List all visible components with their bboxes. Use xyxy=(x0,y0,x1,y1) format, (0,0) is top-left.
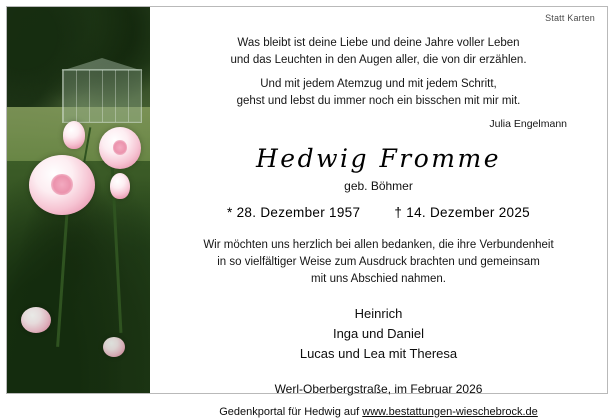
poem-spacer xyxy=(164,69,593,76)
deceased-name: Hedwig Fromme xyxy=(256,144,501,173)
rose-blossom xyxy=(21,307,51,333)
life-dates xyxy=(164,205,593,220)
death-date: † 14. Dezember 2025 xyxy=(394,205,530,220)
place-and-date: Werl-Oberbergstraße, im Februar 2026 xyxy=(274,382,483,396)
memorial-portal-line xyxy=(164,406,593,418)
portal-prefix: Gedenkportal für Hedwig auf xyxy=(219,406,363,418)
family-block xyxy=(164,304,593,364)
poem-block xyxy=(164,35,593,110)
rose-blossom xyxy=(29,155,95,215)
poem-line: Was bleibt ist deine Liebe und deine Jahre voller Leben xyxy=(237,37,520,49)
rose-garden-photo xyxy=(7,7,150,393)
poem-line: gehst und lebst du immer noch ein bisschen mit mir mit. xyxy=(236,95,521,107)
rose-bud xyxy=(63,121,85,149)
birth-date: * 28. Dezember 1957 xyxy=(227,205,361,220)
rose-blossom xyxy=(99,127,141,169)
thanks-block xyxy=(164,237,593,288)
rose-core xyxy=(113,140,126,154)
poem-line: und das Leuchten in den Augen aller, die von dir erzählen. xyxy=(230,54,527,66)
memorial-text-panel xyxy=(150,7,607,418)
family-line: Lucas und Lea mit Theresa xyxy=(299,346,458,361)
rose-blossom xyxy=(103,337,125,357)
rose-bud xyxy=(110,173,130,199)
poem-line: Und mit jedem Atemzug und mit jedem Schritt, xyxy=(260,78,497,90)
rose-core xyxy=(51,174,72,194)
family-line: Inga und Daniel xyxy=(332,326,425,341)
thanks-line: in so vielfältiger Weise zum Ausdruck brachten und gemeinsam xyxy=(217,256,540,268)
poem-author: Julia Engelmann xyxy=(489,118,567,130)
statt-karten-note: Statt Karten xyxy=(545,13,595,23)
maiden-name: geb. Böhmer xyxy=(344,179,413,193)
thanks-line: mit uns Abschied nahmen. xyxy=(311,273,446,285)
family-line: Heinrich xyxy=(354,306,403,321)
thanks-line: Wir möchten uns herzlich bei allen bedanken, die ihre Verbundenheit xyxy=(203,239,554,251)
portal-link[interactable]: www.bestattungen-wieschebrock.de xyxy=(362,406,538,418)
